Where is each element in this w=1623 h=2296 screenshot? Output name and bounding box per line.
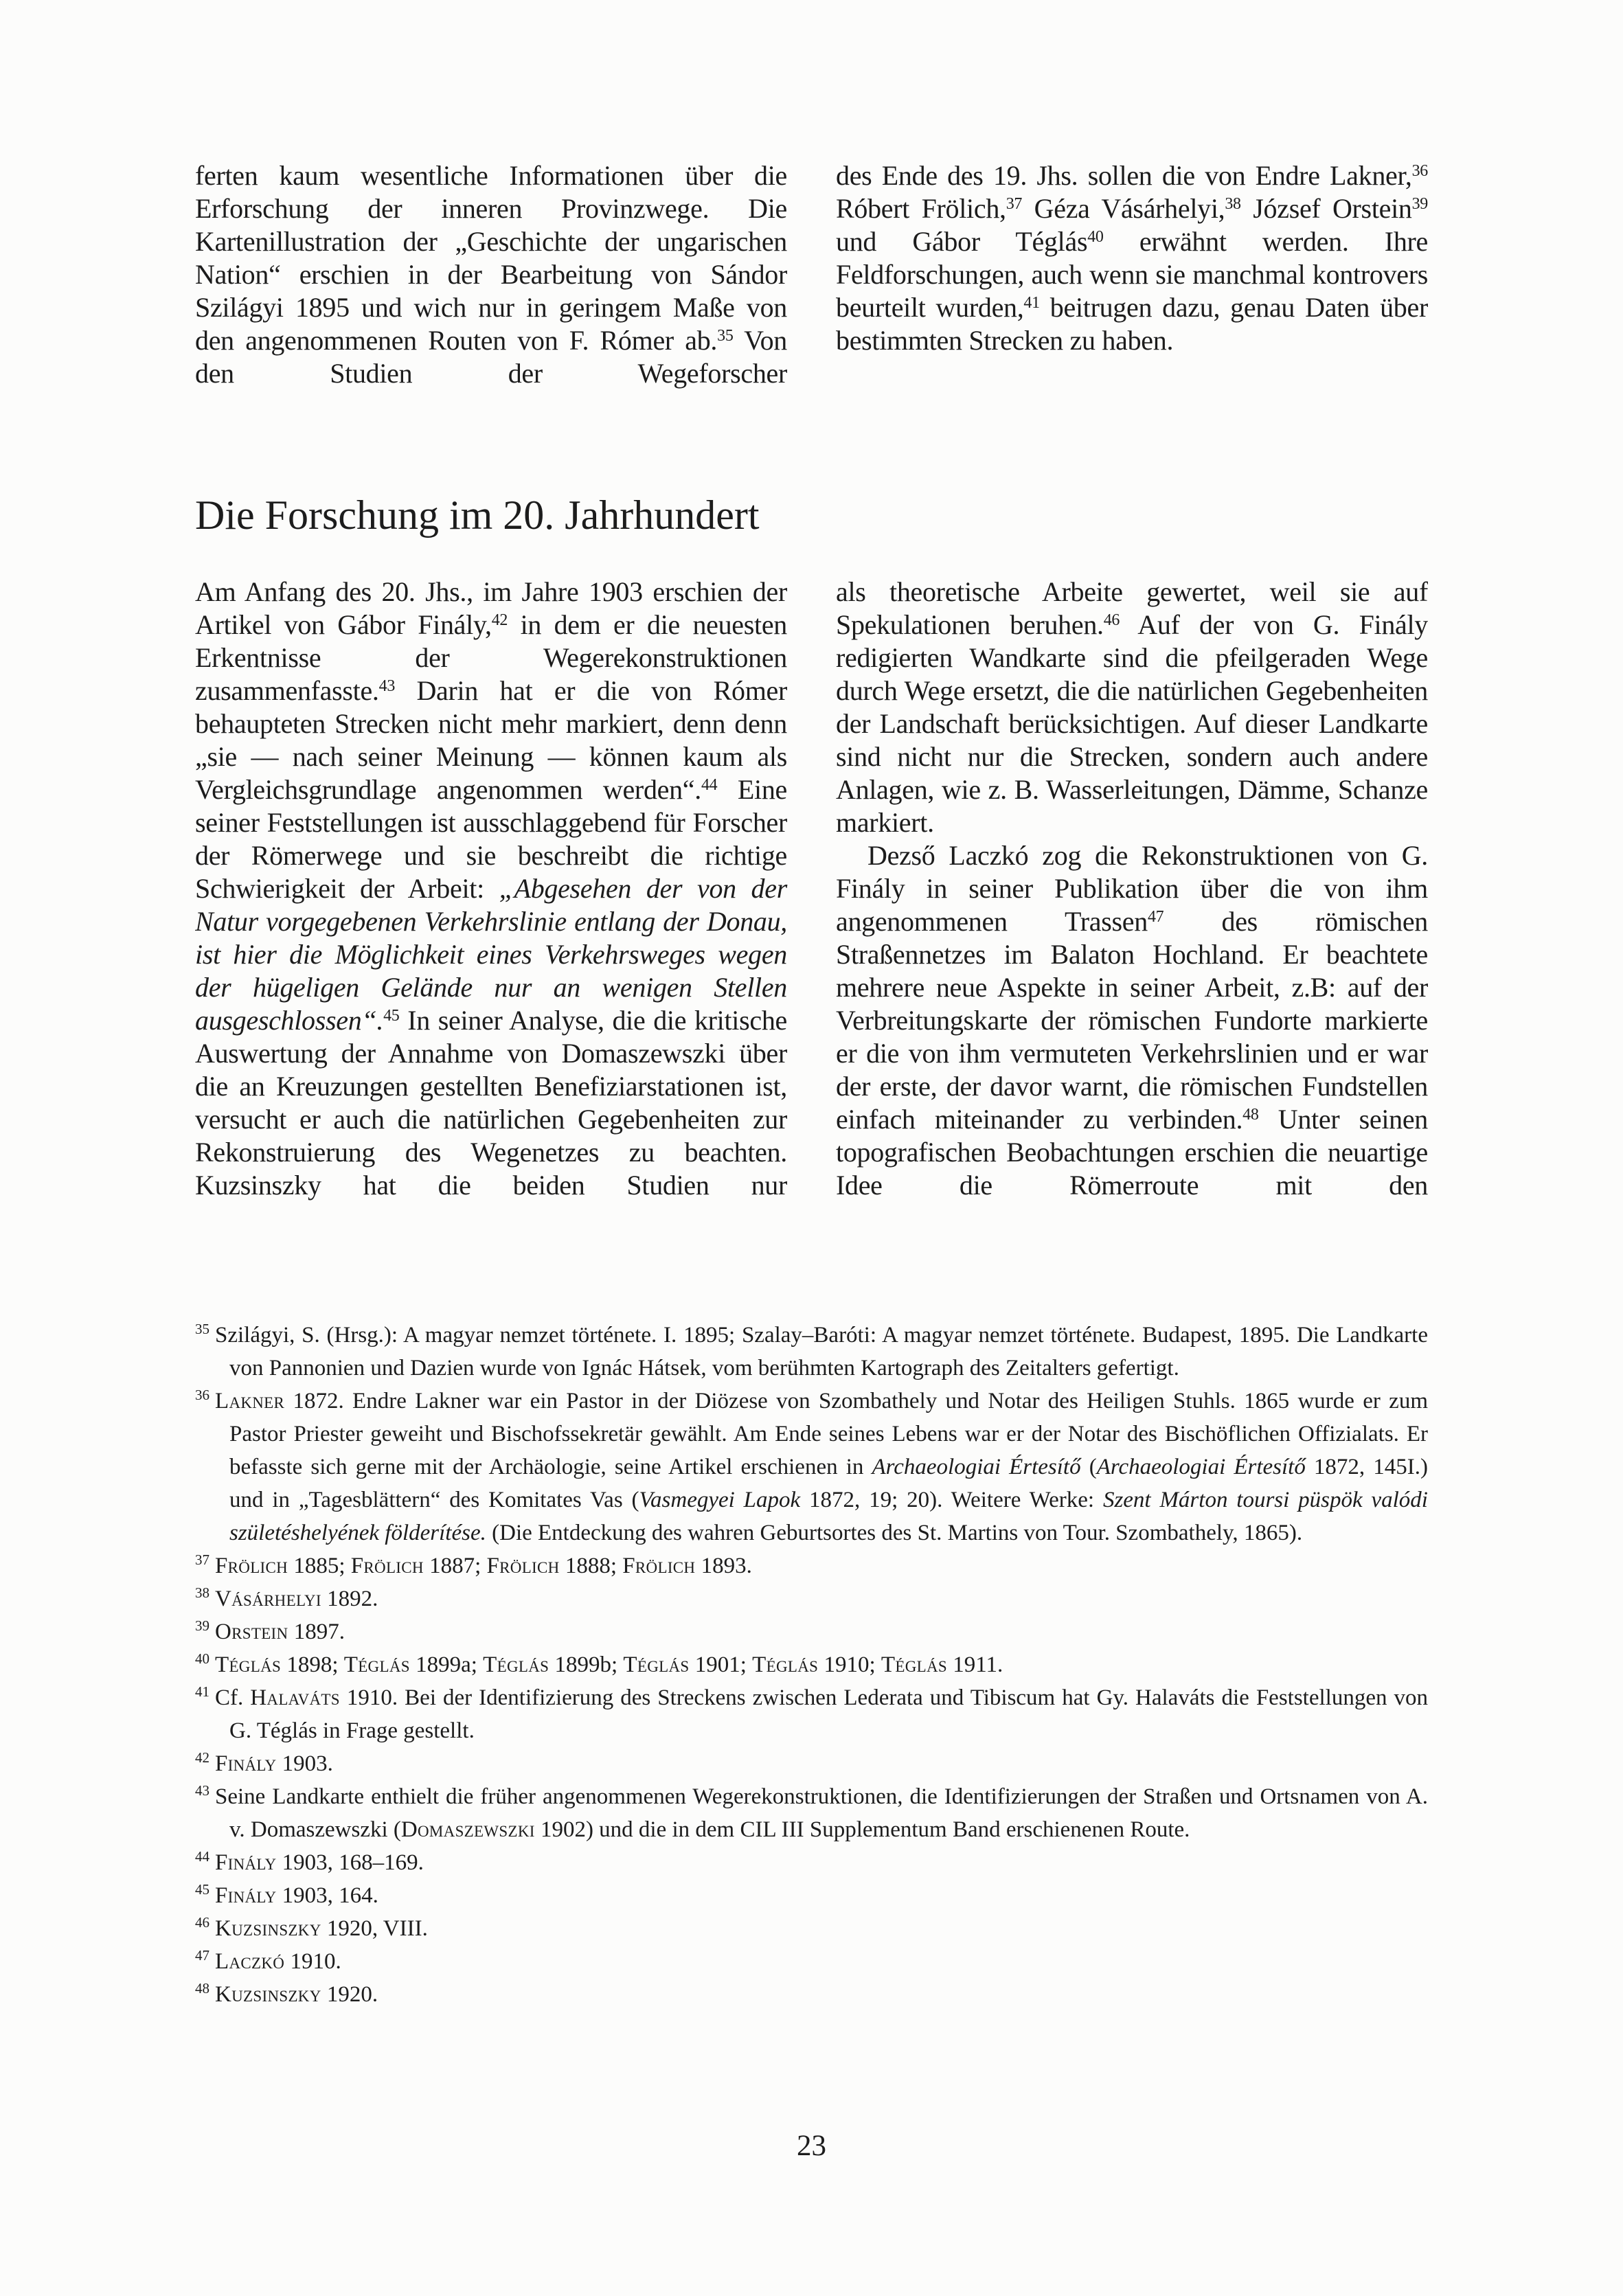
footnote-number: 43 xyxy=(195,1782,209,1799)
footnote-number: 38 xyxy=(195,1584,209,1602)
footnote xyxy=(195,1385,1428,1549)
intro-left-column: ferten kaum wesentliche Informationen über die Erforschung der inneren Provinzwege. Die Kartenillustration der „Geschichte der ungarischen Nation“ erschien in der Bearbeitung von Sándor Szilágyi 1895 und wich nur in geringem Maße von den angenommenen Routen von F. Rómer ab.$^{35}$ Von den Studien der Wegeforscher xyxy=(195,160,787,389)
footnote-number: 42 xyxy=(195,1749,209,1766)
research-left-column: Am Anfang des 20. Jhs., im Jahre 1903 erschien der Artikel von Gábor Finály,$^{42}$ in dem er die neuesten Erkentnisse der Wegerekonstruktionen zusammenfasste.$^{43}$ Darin hat er die von Rómer behaupteten Strecken nicht mehr markiert, denn denn „sie — nach seiner Meinung — können kaum als Vergleichsgrundlage angenommen werden“.$^{44}$ Eine seiner Feststellungen ist ausschlaggebend für Forscher der Römerwege und sie beschreibt die richtige Schwierigkeit der Arbeit: „Abgesehen der von der Natur vorgegebenen Verkehrslinie entlang der Donau, ist hier die Möglichkeit eines Verkehrsweges wegen der hügeligen Gelände nur an wenigen Stellen ausgeschlossen“.$^{45}$ In seiner Analyse, die die kritische Auswertung der Annahme von Domaszewszki über die an Kreuzungen gestellten Benefiziarstationen ist, versucht er auch die natürlichen Gegebenheiten zur Rekonstruierung des Wegenetzes zu beachten. Kuzsinszky hat die beiden Studien nur xyxy=(195,576,787,1201)
footnote-number: 44 xyxy=(195,1848,209,1865)
footnote-text: Finály 1903, 168–169. xyxy=(215,1850,424,1875)
footnote xyxy=(195,1780,1428,1846)
footnote-number: 46 xyxy=(195,1914,209,1931)
research-section xyxy=(195,576,1428,1202)
footnote xyxy=(195,1945,1428,1978)
footnote-text: Seine Landkarte enthielt die früher angenommenen Wegerekonstruktionen, die Identifizierungen der Straßen und Ortsnamen von A. v. Domaszewszki (Domaszewszki 1902) und die in dem CIL III Supplementum Band erschienenen Route. xyxy=(215,1784,1428,1842)
research-right-column xyxy=(836,576,1428,1202)
footnote-text: Finály 1903, 164. xyxy=(215,1883,378,1908)
footnotes-area xyxy=(195,1319,1428,2129)
footnote xyxy=(195,1549,1428,1582)
page-number: 23 xyxy=(797,2130,826,2162)
footnote-number: 47 xyxy=(195,1947,209,1964)
research-right-paragraph-2: Dezső Laczkó zog die Rekonstruktionen von G. Finály in seiner Publikation über die von ihm angenommenen Trassen$^{47}$ des römischen Straßennetzes im Balaton Hochland. Er beachtete mehrere neue Aspekte in seiner Arbeit, z.B: auf der Verbreitungskarte der römischen Fundorte markierte er die von ihm vermuteten Verkehrslinien und er war der erste, der davor warnt, die römischen Fundstellen einfach miteinander zu verbinden.$^{48}$ Unter seinen topografischen Beobachtungen erschien die neuartige Idee die Römerroute mit den xyxy=(836,840,1428,1201)
footnote-number: 35 xyxy=(195,1321,209,1338)
footnote xyxy=(195,1912,1428,1945)
footnote-number: 41 xyxy=(195,1683,209,1701)
footnote xyxy=(195,1319,1428,1385)
footnote xyxy=(195,1879,1428,1912)
footnote xyxy=(195,1615,1428,1648)
intro-right-column: des Ende des 19. Jhs. sollen die von Endre Lakner,$^{36}$ Róbert Frölich,$^{37}$ Géza Vásárhelyi,$^{38}$ József Orstein$^{39}$ und Gábor Téglás$^{40}$ erwähnt werden. Ihre Feldforschungen, auch wenn sie manchmal kontrovers beurteilt wurden,$^{41}$ beitrugen dazu, genau Daten über bestimmten Strecken zu haben. xyxy=(836,160,1428,356)
footnote-number: 39 xyxy=(195,1617,209,1635)
footnote-number: 37 xyxy=(195,1551,209,1569)
footnote-text: Cf. Halaváts 1910. Bei der Identifizierung des Streckens zwischen Lederata und Tibiscum hat Gy. Halaváts die Feststellungen von G. Téglás in Frage gestellt. xyxy=(215,1685,1428,1743)
footnote-number: 40 xyxy=(195,1650,209,1668)
footnote-text: Szilágyi, S. (Hrsg.): A magyar nemzet története. I. 1895; Szalay–Baróti: A magyar nemzet története. Budapest, 1895. Die Landkarte von Pannonien und Dazien wurde von Ignác Hátsek, vom berühmten Kartograph des Zeitalters gefertigt. xyxy=(215,1323,1428,1380)
footnote-text: Orstein 1897. xyxy=(215,1619,345,1644)
footnote-number: 48 xyxy=(195,1980,209,1997)
main-text-area xyxy=(195,159,1428,1319)
footnote-text: Lakner 1872. Endre Lakner war ein Pastor in der Diözese von Szombathely und Notar des Heiligen Stuhls. 1865 wurde er zum Pastor Priester geweiht und Bischofssekretär gewählt. Am Ende seines Lebens war er der Notar des Bischöflichen Offizialats. Er befasste sich gerne mit der Archäologie, seine Artikel erschienen in Archaeologiai Értesítő (Archaeologiai Értesítő 1872, 145I.) und in „Tagesblättern“ des Komitates Vas (Vasmegyei Lapok 1872, 19; 20). Weitere Werke: Szent Márton toursi püspök valódi születéshelyének földerítése. (Die Entdeckung des wahren Geburtsortes des St. Martins von Tour. Szombathely, 1865). xyxy=(215,1389,1428,1545)
footnote xyxy=(195,1747,1428,1780)
footnote-text: Vásárhelyi 1892. xyxy=(215,1587,378,1611)
footnote xyxy=(195,1978,1428,2011)
footnote-text: Téglás 1898; Téglás 1899a; Téglás 1899b; Téglás 1901; Téglás 1910; Téglás 1911. xyxy=(215,1652,1003,1677)
footnote xyxy=(195,1846,1428,1879)
footnote-text: Kuzsinszky 1920, VIII. xyxy=(215,1916,428,1941)
footnote xyxy=(195,1648,1428,1681)
section-heading: Die Forschung im 20. Jahrhundert xyxy=(195,492,760,538)
footnote-text: Finály 1903. xyxy=(215,1751,333,1776)
footnote-text: Frölich 1885; Frölich 1887; Frölich 1888; Frölich 1893. xyxy=(215,1554,752,1578)
footnote-text: Laczkó 1910. xyxy=(215,1949,341,1974)
footnote-number: 36 xyxy=(195,1387,209,1404)
footnote-number: 45 xyxy=(195,1881,209,1898)
text-block xyxy=(195,159,1428,2163)
footnote-text: Kuzsinszky 1920. xyxy=(215,1982,378,2007)
footnote xyxy=(195,1681,1428,1747)
intro-section xyxy=(195,159,1428,390)
footnote xyxy=(195,1582,1428,1615)
research-right-paragraph-1: als theoretische Arbeite gewertet, weil sie auf Spekulationen beruhen.$^{46}$ Auf der von G. Finály redigierten Wandkarte sind die pfeilgeraden Wege durch Wege ersetzt, die die natürlichen Gegebenheiten der Landschaft berücksichtigen. Auf dieser Landkarte sind nicht nur die Strecken, sondern auch andere Anlagen, wie z. B. Wasserleitungen, Dämme, Schanze markiert. xyxy=(836,576,1428,838)
